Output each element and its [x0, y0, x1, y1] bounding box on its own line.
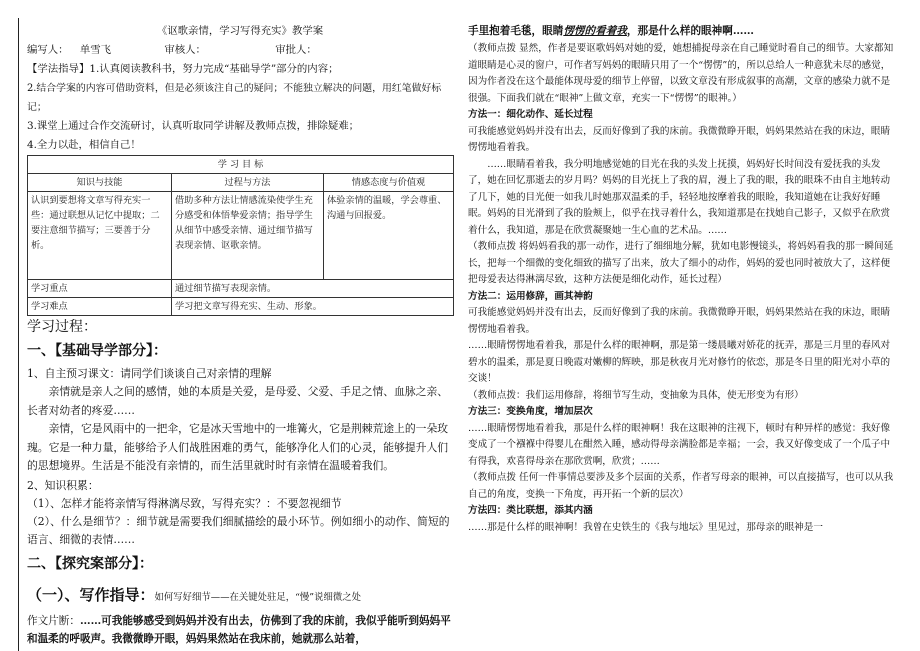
s1-q2-a: （1）、怎样才能将亲情写得淋漓尽致，写得充实？：不要忽视细节 — [27, 496, 342, 510]
table-header: 情感态度与价值观 — [324, 174, 454, 192]
s1-q2-b: （2）、什么是细节？：细节就是需要我们细腻描绘的最小环节。例如细小的动作、简短的语言、细微的表情…… — [27, 514, 450, 546]
method2-p1: 可我能感觉妈妈并没有出去，反而好像到了我的床前。我微微睁开眼，妈妈果然站在我的床边，眼睛愣愣地看着我。 — [468, 307, 891, 335]
key-point-label: 学习重点 — [28, 280, 172, 298]
method2-title: 方法二：运用修辞，画其神韵 — [468, 290, 593, 302]
table-cell: 认识到要想将文章写得充实一些：通过联想从记忆中提取；二要注意细节描写；三要善于分析。 — [28, 192, 172, 280]
cont-emphasis: 愣愣的看着我 — [563, 25, 627, 37]
approver-label: 审批人： — [275, 44, 317, 56]
guide-line-2: 2.结合学案的内容可借助资料，但是必须该注自己的疑问；不能独立解决的问题，用红笔做好标记； — [27, 83, 442, 113]
table-header: 知识与技能 — [28, 174, 172, 192]
writing-guide-subtitle: 如何写好细节——在关键处驻足，“慢”说细微之处 — [154, 591, 361, 603]
excerpt — [27, 612, 453, 648]
method4-title: 方法四：类比联想，添其内涵 — [468, 505, 593, 516]
method3-title: 方法三：变换角度，增加层次 — [468, 406, 593, 417]
s1-q2: 2、知识积累： — [27, 478, 99, 492]
guide-line-4: 4.全力以赴，相信自己！ — [27, 139, 141, 151]
table-cell: 借助多种方法让情感流染使学生充分感受和体悟挚爱亲情；指导学生从细节中感受亲情、通过细节描写表现亲情、讴歌亲情。 — [172, 192, 324, 280]
teacher-note-4: （教师点拨 任何一件事情总要涉及多个层面的关系，作者写母亲的眼神，可以直接描写，也可以从我自己的角度，变换一下角度，再开拓一个新的层次） — [468, 472, 894, 500]
reviewer-label: 审核人： — [164, 44, 206, 56]
teacher-note-1: （教师点拨 显然，作者是要讴歌妈妈对她的爱，她想捕捉母亲在自己睡觉时看自己的细节。大家都知道眼睛是心灵的窗户，可作者写妈妈的眼睛只用了一个“愣愣”的，所以总给人一种意犹未尽的感觉，因为作者没在这个最能体现母爱的细节上停留，以致文章没有形成叙事的高潮，文章的感染力就不是很强。下面我们就在“眼神”上做文章，充实一下“愣愣”的眼神。） — [468, 43, 894, 104]
cont-b: ，那是什么样的眼神啊…… — [626, 25, 755, 37]
guide-line-3: 3.课堂上通过合作交流研讨，认真听取同学讲解及教师点拨，排除疑难； — [27, 120, 360, 132]
excerpt-label: 作文片断： — [27, 614, 80, 627]
method1-p1: 可我能感觉妈妈并没有出去，反而好像到了我的床前。我微微睁开眼，妈妈果然站在我的床边，眼睛愣愣地看着我。 — [468, 125, 891, 153]
margin-line — [18, 18, 19, 651]
left-column — [27, 18, 453, 648]
method3-p1: ……眼睛愣愣地看着我，那是什么样的眼神啊！我在这眼神的注视下，顿时有种异样的感觉：我好像变成了一个襁褓中得婴儿在酣然入睡，感动得母亲满脸都是幸福；一会，我又好像变成了一个瓜子中有得我，欢喜得母亲在那欣赏啊，欣赏；…… — [468, 422, 891, 467]
table-cell: 体验亲情的温暖，学会尊重、沟通与回报爱。 — [324, 192, 454, 280]
table-header: 过程与方法 — [172, 174, 324, 192]
difficulty-label: 学习难点 — [28, 298, 172, 316]
method2-p2: ……眼睛愣愣地看着我，那是什么样的眼神啊，那是第一缕晨曦对娇花的抚弄，那是三月里的春风对碧水的温柔，那是夏日晚霞对嫩柳的辉映，那是秋夜月光对修竹的依恋，那是冬日里的阳光对小草的交谈！ — [468, 340, 891, 384]
key-point-text: 通过细节描写表现亲情。 — [172, 280, 454, 298]
difficulty-text: 学习把文章写得充实、生动、形象。 — [172, 298, 454, 316]
method1-p2: ……眼睛看着我，我分明地感觉她的目光在我的头发上抚摸，妈妈好长时间没有爱抚我的头发了，她在回忆那逝去的岁月吗？妈妈的目光抚上了我的眉，漫上了我的眼，我的眼珠不由自主地转动了几下，她的目光便一如我儿时她那双温柔的手，轻轻地按摩着我的眼睑，我知道她在让我好好睡眠。妈妈的目光滑到了我的脸颊上，似乎在找寻着什么，我知道那是在找她自己影子，又似乎在欣赏着什么，我知道，那是在欣赏凝聚她一生心血的艺术品。…… — [468, 158, 891, 236]
guide-line-1: 【学法指导】1.认真阅读教科书，努力完成“基础导学”部分的内容； — [27, 63, 339, 75]
goals-table-title: 学 习 目 标 — [28, 156, 454, 174]
section2-title: 二、【探究案部分】： — [27, 555, 153, 572]
writing-guide-title: （一）、写作指导： — [27, 585, 155, 604]
method4-p1: ……那是什么样的眼神啊！我曾在史铁生的《我与地坛》里见过，那母亲的眼神是一 — [468, 521, 823, 533]
excerpt-continued — [468, 22, 896, 41]
excerpt-text: ……可我能够感受到妈妈并没有出去，仿佛到了我的床前，我似乎能听到妈妈平和温柔的呼吸声。我微微睁开眼，妈妈果然站在我床前，她就那么站着， — [27, 614, 451, 645]
s1-q1: 1、自主预习课文：请同学们谈谈自己对亲情的理解 — [27, 367, 272, 380]
s1-q1-text-a: 亲情就是亲人之间的感情，她的本质是关爱，是母爱、父爱、手足之情、血脉之亲、长者对幼者的疼爱…… — [27, 385, 449, 417]
process-title: 学习过程： — [27, 319, 97, 335]
meta-line — [27, 41, 453, 60]
section1-title: 一、【基础导学部分】： — [27, 343, 167, 359]
right-column — [468, 18, 896, 536]
s1-q1-text-b: 亲情，它是风雨中的一把伞，它是冰天雪地中的一堆篝火，它是荆棘荒途上的一朵玫瑰。它是一种力量，能够给予人们战胜困难的勇气，能够净化人们的心灵，能够提升人们的思想境界。生活是不能没有亲情的，而生活里就时时有亲情在温暖着我们。 — [27, 422, 449, 472]
method1-title: 方法一：细化动作、延长过程 — [468, 109, 593, 120]
editor-name: 单雪飞 — [79, 44, 112, 56]
editor-label: 编写人： — [27, 44, 69, 56]
goals-table — [27, 155, 454, 316]
cont-a: 手里抱着毛毯，眼睛 — [468, 25, 564, 37]
teacher-note-2: （教师点拨 将妈妈看我的那一动作，进行了细细地分解，犹如电影慢镜头，将妈妈看我的那一瞬间延长，把每一个细微的变化细致的描写了出来，放大了细小的动作，妈妈的爱也同时被放大了，这样便把母爱表达得淋漓尽致，这种方法便是细化动作，延长过程） — [468, 241, 894, 285]
doc-title: 《讴歌亲情，学习写得充实》教学案 — [156, 25, 324, 37]
writing-guide-heading — [27, 581, 453, 612]
teacher-note-3: （教师点拨：我们运用修辞，将细节写生动，变抽象为具体，使无形变为有形） — [468, 389, 804, 401]
